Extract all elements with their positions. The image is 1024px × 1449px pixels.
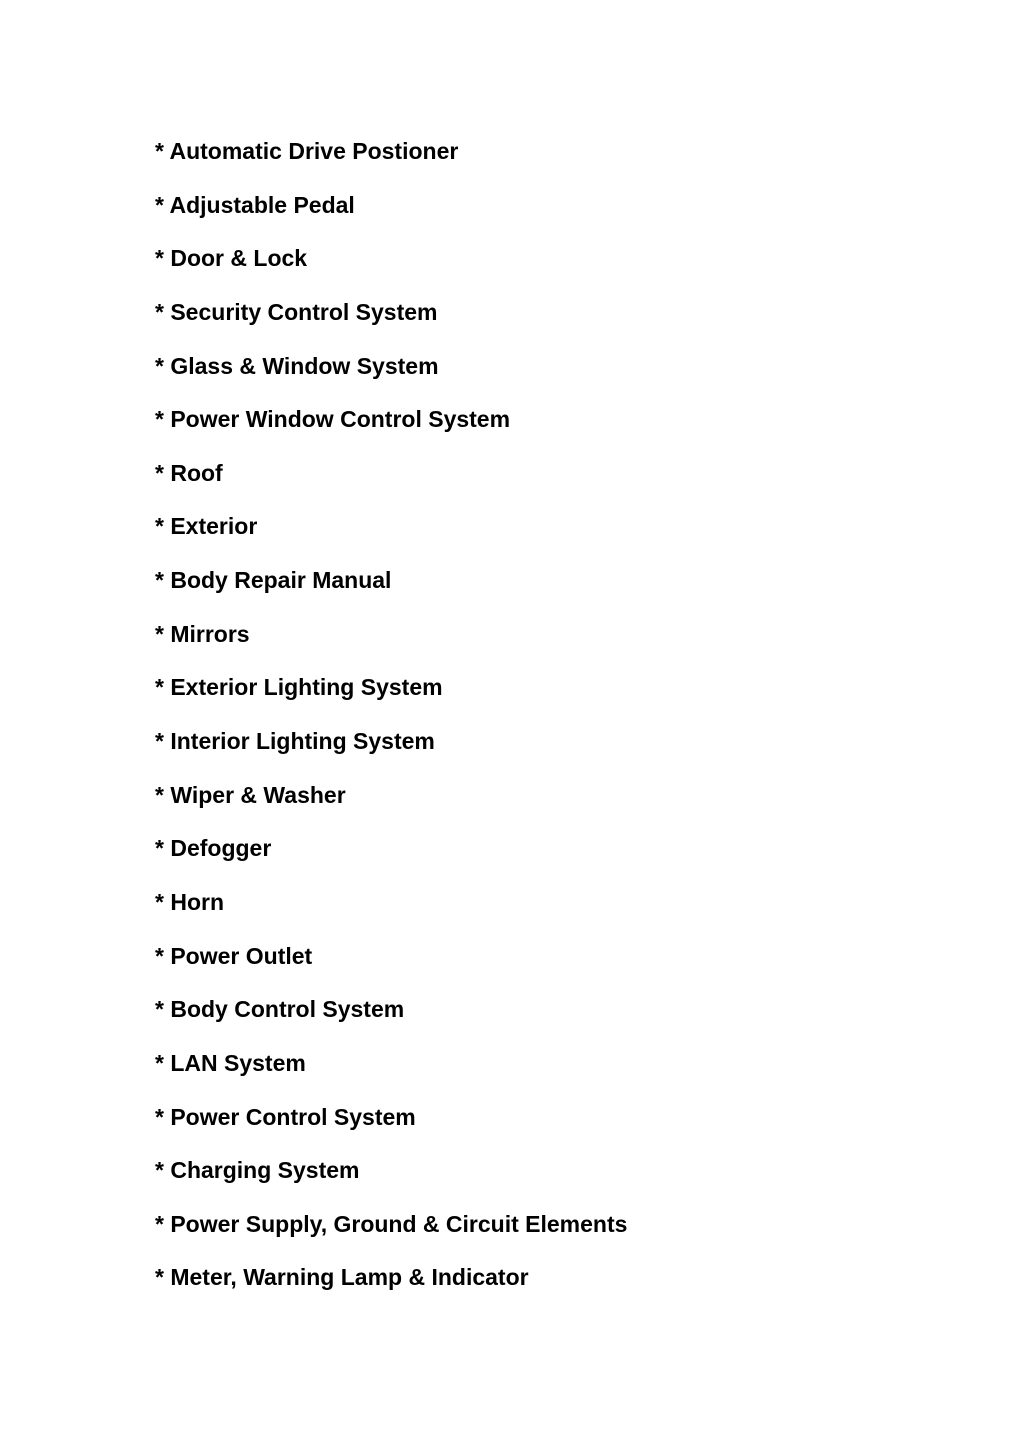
list-item: * Body Control System xyxy=(155,996,405,1023)
list-item: * Exterior xyxy=(155,513,258,540)
list-item: * Exterior Lighting System xyxy=(155,674,443,701)
list-item: * Meter, Warning Lamp & Indicator xyxy=(155,1264,529,1291)
list-item: * Defogger xyxy=(155,835,272,862)
list-item: * Roof xyxy=(155,459,223,486)
list-item: * Door & Lock xyxy=(155,245,308,272)
list-item: * Interior Lighting System xyxy=(155,728,435,755)
list-item: * Body Repair Manual xyxy=(155,567,392,594)
list-item: * LAN System xyxy=(155,1049,306,1076)
list-item: * Wiper & Washer xyxy=(155,781,346,808)
list-item: * Glass & Window System xyxy=(155,352,439,379)
list-item: * Power Control System xyxy=(155,1103,416,1130)
list-item: * Horn xyxy=(155,888,224,915)
section-list xyxy=(155,136,627,1316)
list-item: * Adjustable Pedal xyxy=(155,191,355,218)
list-item: * Power Supply, Ground & Circuit Elements xyxy=(155,1210,628,1237)
list-item: * Automatic Drive Postioner xyxy=(155,138,459,164)
list-item: * Mirrors xyxy=(155,620,250,647)
list-item: * Power Window Control System xyxy=(155,406,511,433)
list-item: * Security Control System xyxy=(155,298,438,325)
list-item: * Power Outlet xyxy=(155,942,313,969)
list-item: * Charging System xyxy=(155,1157,360,1184)
